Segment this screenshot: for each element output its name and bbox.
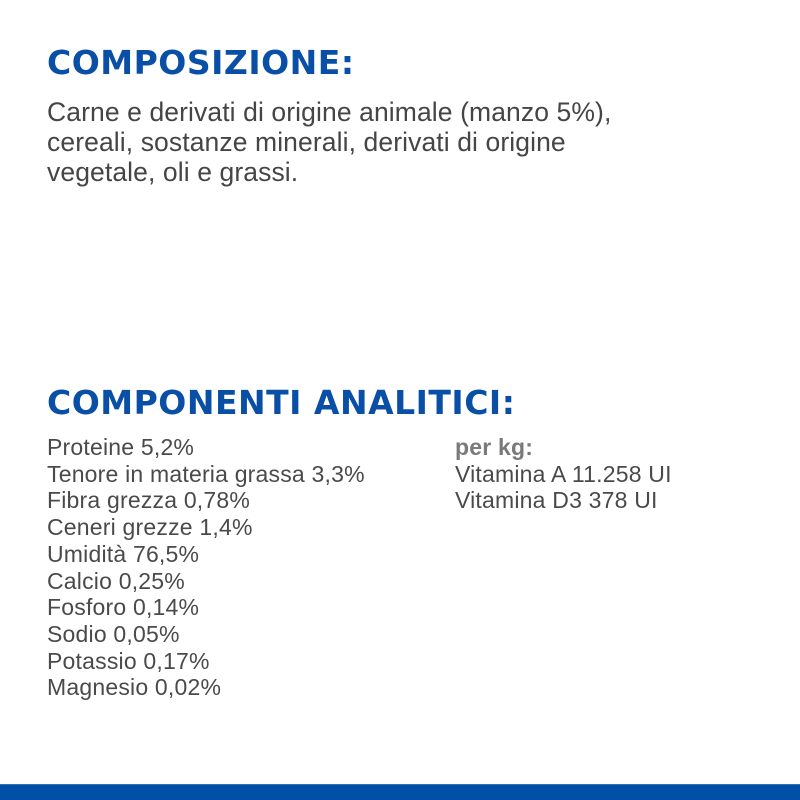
composition-line: vegetale, oli e grassi. [47, 157, 299, 187]
list-item: Proteine 5,2% [47, 434, 195, 460]
bottom-bar [0, 784, 800, 800]
list-item: Fibra grezza 0,78% [47, 487, 251, 514]
list-item: Fosforo 0,14% [47, 594, 200, 621]
list-item: Calcio 0,25% [47, 567, 185, 594]
list-item: Sodio 0,05% [47, 620, 180, 647]
list-item: Vitamina A 11.258 UI [455, 460, 672, 487]
list-item: Potassio 0,17% [47, 647, 210, 674]
analytical-components-heading: COMPONENTI ANALITICI: [47, 383, 516, 422]
list-item: Ceneri grezze 1,4% [47, 514, 253, 541]
list-item: Tenore in materia grassa 3,3% [47, 460, 365, 487]
additives-list [455, 434, 672, 514]
list-item: Vitamina D3 378 UI [455, 487, 658, 514]
list-item: Umidità 76,5% [47, 540, 200, 567]
list-item: Magnesio 0,02% [47, 674, 222, 701]
composition-heading: COMPOSIZIONE: [47, 43, 355, 82]
composition-line: Carne e derivati di origine animale (manzo 5%), [47, 97, 612, 127]
analytical-components-list [47, 434, 365, 701]
per-kg-label: per kg: [455, 434, 534, 460]
composition-text [47, 97, 757, 187]
composition-line: cereali, sostanze minerali, derivati di origine [47, 127, 566, 157]
